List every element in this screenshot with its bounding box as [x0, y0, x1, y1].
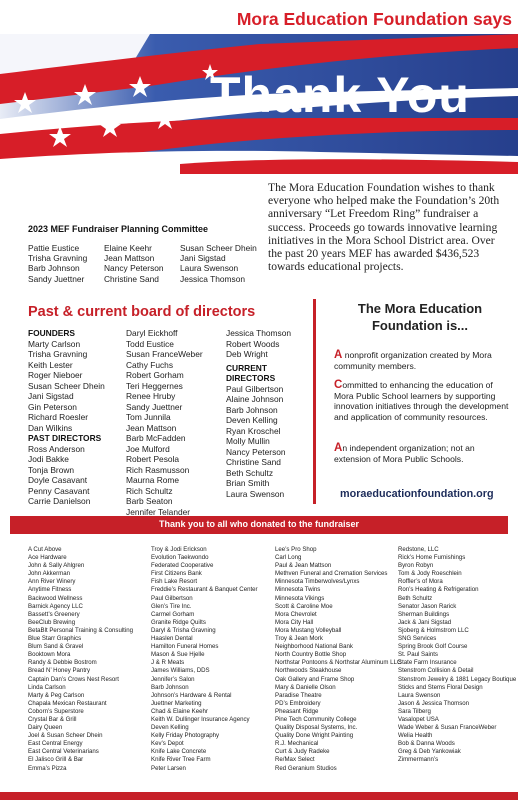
past-director: Teri Heggernes	[126, 380, 183, 391]
donor-name: Stenstrom Jewelry & 1881 Legacy Boutique	[398, 675, 517, 683]
website-link[interactable]: moraeducationfoundation.org	[340, 488, 494, 500]
donor-name: Minnesota Twins	[275, 586, 321, 594]
donor-name: Bassett’s Greenery	[28, 610, 80, 618]
donor-name: Carmel Gorham	[151, 610, 195, 618]
committee-member: Elaine Keehr	[104, 243, 152, 253]
donor-name: Blum Sand & Gravel	[28, 643, 84, 651]
donor-name: Granite Ridge Quilts	[151, 618, 206, 626]
donor-name: Anytime Fitness	[28, 586, 72, 594]
donor-name: Federated Cooperative	[151, 562, 214, 570]
donor-column-1	[28, 546, 133, 773]
donor-name: Minnesota Timberwolves/Lynxs	[275, 578, 360, 586]
founder: Richard Roesler	[28, 412, 89, 422]
committee-column-3	[180, 243, 257, 284]
donor-name: Rick’s Home Furnishings	[398, 554, 466, 562]
past-director: Jessica Thomson	[226, 328, 292, 338]
past-director: Robert Pesola	[126, 454, 180, 464]
committee-member: Barb Johnson	[28, 263, 80, 274]
donor-name: Methven Funeral and Cremation Services	[275, 570, 388, 578]
donor-name: Mora City Hall	[275, 618, 314, 626]
donor-name: Glen’s Tire Inc.	[151, 602, 192, 610]
past-director: Doyle Casavant	[28, 475, 88, 485]
donor-name: Marty & Peg Carlson	[28, 691, 85, 699]
drop-cap: A	[334, 349, 343, 361]
donor-name: Minnesota Vikings	[275, 594, 325, 602]
donor-banner	[10, 516, 508, 534]
past-director: Tom Junnila	[126, 412, 171, 422]
donor-name: John & Sally Ahlgren	[28, 562, 85, 570]
past-director: Rich Schultz	[126, 485, 173, 496]
donor-name: Mora Mustang Volleyball	[275, 626, 342, 634]
donor-column-3	[275, 546, 401, 773]
donor-name: Chad & Elaine Keehr	[151, 707, 208, 715]
donor-name: Peter Larsen	[151, 764, 186, 772]
past-director: Robert Woods	[226, 338, 280, 349]
current-director: Barb Johnson	[226, 404, 278, 415]
section-divider	[313, 299, 316, 504]
donor-name: Crystal Bar & Grill	[28, 715, 77, 723]
committee-member: Trisha Gravning	[28, 253, 88, 264]
donor-name: Knife River Tree Farm	[151, 756, 211, 764]
donor-name: Backwood Wellness	[28, 594, 83, 602]
donor-name: Red Geranium Studios	[275, 764, 337, 772]
mora-is-text: ommitted to enhancing the education of Mora Public School learners by supporting innovation initiatives through the development and application of community resources.	[334, 380, 509, 422]
past-director: Barb Seaton	[126, 496, 173, 506]
board-column-1	[28, 328, 105, 507]
donor-name: Quality Done Wright Painting	[275, 732, 354, 740]
donor-name: Re/Max Select	[275, 756, 315, 764]
founder: Dan Wilkins	[28, 422, 73, 433]
past-director: Jodi Bakke	[28, 454, 69, 464]
donor-name: Northstar Pontoons & Northstar Aluminum LLC	[275, 659, 402, 667]
mora-is-text: n independent organization; not an extension of Mora Public Schools.	[334, 443, 475, 464]
donor-name: East Central Veterinarians	[28, 748, 99, 756]
committee-column-2	[104, 243, 164, 284]
donor-name: Paul Gilbertson	[151, 594, 193, 602]
mora-is-title-line: The Mora Education	[357, 301, 483, 316]
donor-name: Chapala Mexican Restaurant	[28, 699, 107, 707]
donor-name: Randy & Debbie Bostrom	[28, 659, 97, 667]
donor-name: PD’s Embroidery	[275, 699, 321, 707]
donor-name: Sticks and Stems Floral Design	[398, 683, 483, 691]
current-director: Beth Schultz	[226, 467, 274, 478]
donor-name: Senator Jason Rarick	[398, 602, 457, 610]
donor-name: Mary & Danielle Olson	[275, 683, 336, 691]
donor-name: Linda Carlson	[28, 683, 66, 691]
donor-name: Sherman Buildings	[398, 610, 450, 618]
thank-you-heading: Thank You	[210, 67, 470, 123]
donor-name: St. Paul Saints	[398, 651, 438, 659]
donor-name: Jennifer’s Salon	[151, 675, 195, 683]
intro-paragraph: The Mora Education Foundation wishes to thank everyone who helped make the Foundation’s 20th anniversary “Let Freedom Ring” fundraiser a success. Proceeds go towards innovative learning initiatives in the Mora School District area. Over the past 20 years MEF has awarded $436,523 towards educational projects.	[268, 181, 500, 274]
past-director: Todd Eustice	[126, 338, 174, 349]
donor-name: BetaBlt Personal Training & Consulting	[28, 626, 134, 634]
donor-name: Neighborhood National Bank	[275, 643, 353, 651]
committee-title: 2023 MEF Fundraiser Planning Committee	[28, 224, 209, 234]
donor-name: Pine Tech Community College	[275, 715, 357, 723]
committee-member: Jessica Thomson	[180, 273, 246, 284]
donor-name: Bob & Danna Woods	[398, 740, 455, 748]
donor-name: Curt & Judy Radeke	[275, 748, 330, 756]
committee-member: Jani Sigstad	[180, 253, 226, 264]
donor-name: North Country Bottle Shop	[275, 651, 347, 659]
mora-is-title-line: Foundation is...	[371, 318, 469, 333]
mora-is-text: nonprofit organization created by Mora community members.	[334, 350, 492, 371]
donor-name: Pheasant Ridge	[275, 707, 319, 715]
current-director: Molly Mullin	[226, 436, 270, 446]
donor-name: State Farm Insurance	[398, 659, 457, 667]
current-director: Deven Kelling	[226, 415, 278, 425]
current-director: Laura Swenson	[226, 488, 285, 499]
drop-cap: C	[334, 379, 343, 391]
donor-name: Johnson’s Hardware & Rental	[151, 691, 232, 699]
donor-name: Troy & Jodi Erickson	[151, 546, 207, 553]
committee-member: Laura Swenson	[180, 263, 239, 274]
past-directors-header: PAST DIRECTORS	[28, 433, 102, 443]
donor-name: Keith W. Dullinger Insurance Agency	[151, 715, 250, 723]
committee-column-1	[28, 243, 87, 284]
past-director: Sandy Juettner	[126, 401, 183, 412]
donor-banner-text: Thank you to all who donated to the fundraiser	[158, 519, 359, 529]
donor-name: Haaslen Dental	[151, 635, 193, 643]
donor-name: Welia Health	[398, 732, 433, 740]
founder: Roger Nieboer	[28, 370, 83, 380]
founder: Marty Carlson	[28, 338, 81, 349]
donor-name: Evolution Taekwondo	[151, 554, 209, 562]
donor-name: Emma’s Pizza	[28, 764, 67, 772]
current-director: Paul Gilbertson	[226, 383, 284, 394]
donor-name: R.J. Mechanical	[275, 740, 319, 748]
past-director: Jennifer Telander	[126, 506, 191, 517]
donor-name: Paradise Theatre	[275, 691, 322, 699]
founder: Gin Peterson	[28, 401, 77, 412]
mora-is-title	[345, 300, 495, 334]
donor-name: Jason & Jessica Thomson	[398, 699, 470, 707]
donor-name: Paul & Jean Mattson	[275, 562, 332, 570]
donor-name: Jack & Jani Sigstad	[398, 618, 452, 626]
past-director: Susan FranceWeber	[126, 349, 203, 359]
donor-name: Joel & Susan Scheer Dhein	[28, 732, 103, 740]
committee-member: Jean Mattson	[104, 253, 155, 264]
donor-name: Blue Starr Graphics	[28, 635, 82, 643]
bottom-bar	[0, 792, 518, 800]
current-director: Alaine Johnson	[226, 394, 284, 404]
mora-is-item	[334, 443, 512, 464]
donor-name: Freddie’s Restaurant & Banquet Center	[151, 586, 258, 594]
past-director: Penny Casavant	[28, 485, 90, 496]
current-directors-header: CURRENT DIRECTORS	[226, 362, 276, 383]
committee-member: Pattie Eustice	[28, 243, 80, 253]
past-director: Rich Rasmusson	[126, 464, 190, 475]
donor-name: Beth Schultz	[398, 594, 433, 602]
donor-column-4	[398, 546, 516, 765]
donor-name: Knife Lake Concrete	[151, 748, 207, 756]
donor-name: James Williams, DDS	[151, 667, 210, 675]
founder: Trisha Gravning	[28, 349, 88, 359]
current-director: Nancy Peterson	[226, 446, 286, 457]
past-director: Jean Mattson	[126, 422, 177, 433]
past-director: Barb McFadden	[126, 433, 186, 443]
past-director: Cathy Fuchs	[126, 359, 174, 370]
donor-name: Juettner Marketing	[151, 699, 202, 707]
current-director: Christine Sand	[226, 457, 281, 467]
donor-name: BeeClub Brewing	[28, 618, 76, 626]
past-director: Renee Hruby	[126, 391, 176, 401]
past-director: Joe Mulford	[126, 443, 170, 454]
past-director: Tonja Brown	[28, 464, 75, 475]
donor-name: Booktown Mora	[28, 651, 71, 659]
donor-name: Vasalopet USA	[398, 715, 439, 723]
founder: Jani Sigstad	[28, 391, 74, 401]
donor-name: Sjoberg & Holmstrom LLC	[398, 626, 469, 634]
donor-name: East Central Energy	[28, 740, 83, 748]
donor-name: Mason & Sue Hjelle	[151, 651, 205, 659]
donor-name: Spring Brook Golf Course	[398, 643, 468, 651]
donor-name: Mora Chevrolet	[275, 610, 317, 618]
donor-name: Lee’s Pro Shop	[275, 546, 317, 553]
donor-name: Laura Swenson	[398, 691, 441, 699]
drop-cap: A	[334, 442, 343, 454]
current-director: Ryan Kroschel	[226, 425, 281, 436]
donor-name: Stenstrom Collision & Detail	[398, 667, 474, 675]
donor-name: Bread N’ Honey Pantry	[28, 667, 91, 675]
donor-name: Greg & Deb Yankowiak	[398, 748, 461, 756]
donor-name: Kelly Friday Photography	[151, 732, 220, 740]
board-column-2	[126, 328, 203, 517]
donor-name: Carl Long	[275, 554, 302, 562]
donor-name: Ron’s Heating & Refrigeration	[398, 586, 479, 594]
donor-name: Quality Disposal Systems, Inc.	[275, 724, 358, 732]
board-column-3	[226, 328, 291, 499]
founders-header: FOUNDERS	[28, 328, 75, 338]
past-director: Maurna Rome	[126, 475, 180, 485]
donor-name: Dairy Queen	[28, 724, 63, 732]
donor-name: SNG Services	[398, 635, 437, 643]
past-director: Carrie Danielson	[28, 496, 91, 506]
committee-member: Nancy Peterson	[104, 263, 164, 274]
donor-name: Tom & Jody Roeschlein	[398, 570, 462, 578]
donor-name: Ace Hardware	[28, 554, 67, 562]
past-director: Robert Gorham	[126, 370, 184, 380]
donor-name: John Akkerman	[28, 570, 71, 578]
donor-name: Barnick Agency LLC	[28, 602, 83, 610]
mora-is-item	[334, 350, 512, 371]
donor-name: Deven Kelling	[151, 724, 189, 732]
donor-name: Troy & Jean Mork	[275, 635, 323, 643]
donor-name: Sara Tilberg	[398, 707, 431, 715]
donor-column-2	[151, 546, 258, 773]
founder: Susan Scheer Dhein	[28, 380, 105, 391]
donor-name: Byron Robyn	[398, 562, 434, 570]
donor-name: Hamilton Funeral Homes	[151, 643, 219, 651]
donor-name: Daryl & Trisha Gravning	[151, 626, 216, 634]
donor-name: Captain Dan’s Crows Nest Resort	[28, 675, 119, 683]
donor-name: El Jalisco Grill & Bar	[28, 756, 84, 764]
past-director: Deb Wright	[226, 349, 268, 359]
mora-is-item	[334, 380, 512, 422]
donor-name: Ann River Winery	[28, 578, 76, 586]
donor-name: Zimmermann’s	[398, 756, 439, 764]
committee-member: Christine Sand	[104, 273, 159, 284]
donor-name: Scott & Caroline Moe	[275, 602, 333, 610]
board-title: Past & current board of directors	[28, 304, 256, 320]
committee-member: Susan Scheer Dhein	[180, 243, 257, 253]
donor-name: A Cut Above	[28, 546, 62, 553]
past-director: Ross Anderson	[28, 443, 85, 454]
donor-name: Barb Johnson	[151, 683, 189, 691]
donor-name: First Citizens Bank	[151, 570, 202, 578]
donor-name: Wade Weber & Susan FranceWeber	[398, 724, 497, 732]
donor-name: Coborn’s Superstore	[28, 707, 84, 715]
donor-name: J & R Meats	[151, 659, 185, 667]
header-title-line: Mora Education Foundation says	[236, 9, 512, 29]
current-director: Brian Smith	[226, 478, 270, 488]
founder: Keith Lester	[28, 359, 73, 370]
committee-member: Sandy Juettner	[28, 273, 85, 284]
donor-name: Redstone, LLC	[398, 546, 439, 553]
donor-name: Roffler’s of Mora	[398, 578, 443, 586]
donor-name: Fish Lake Resort	[151, 578, 198, 586]
donor-name: Northwoods Steakhouse	[275, 667, 342, 675]
donor-name: Kev’s Depot	[151, 740, 184, 748]
past-director: Daryl Eickhoff	[126, 328, 178, 338]
donor-name: Oak Gallery and Frame Shop	[275, 675, 355, 683]
